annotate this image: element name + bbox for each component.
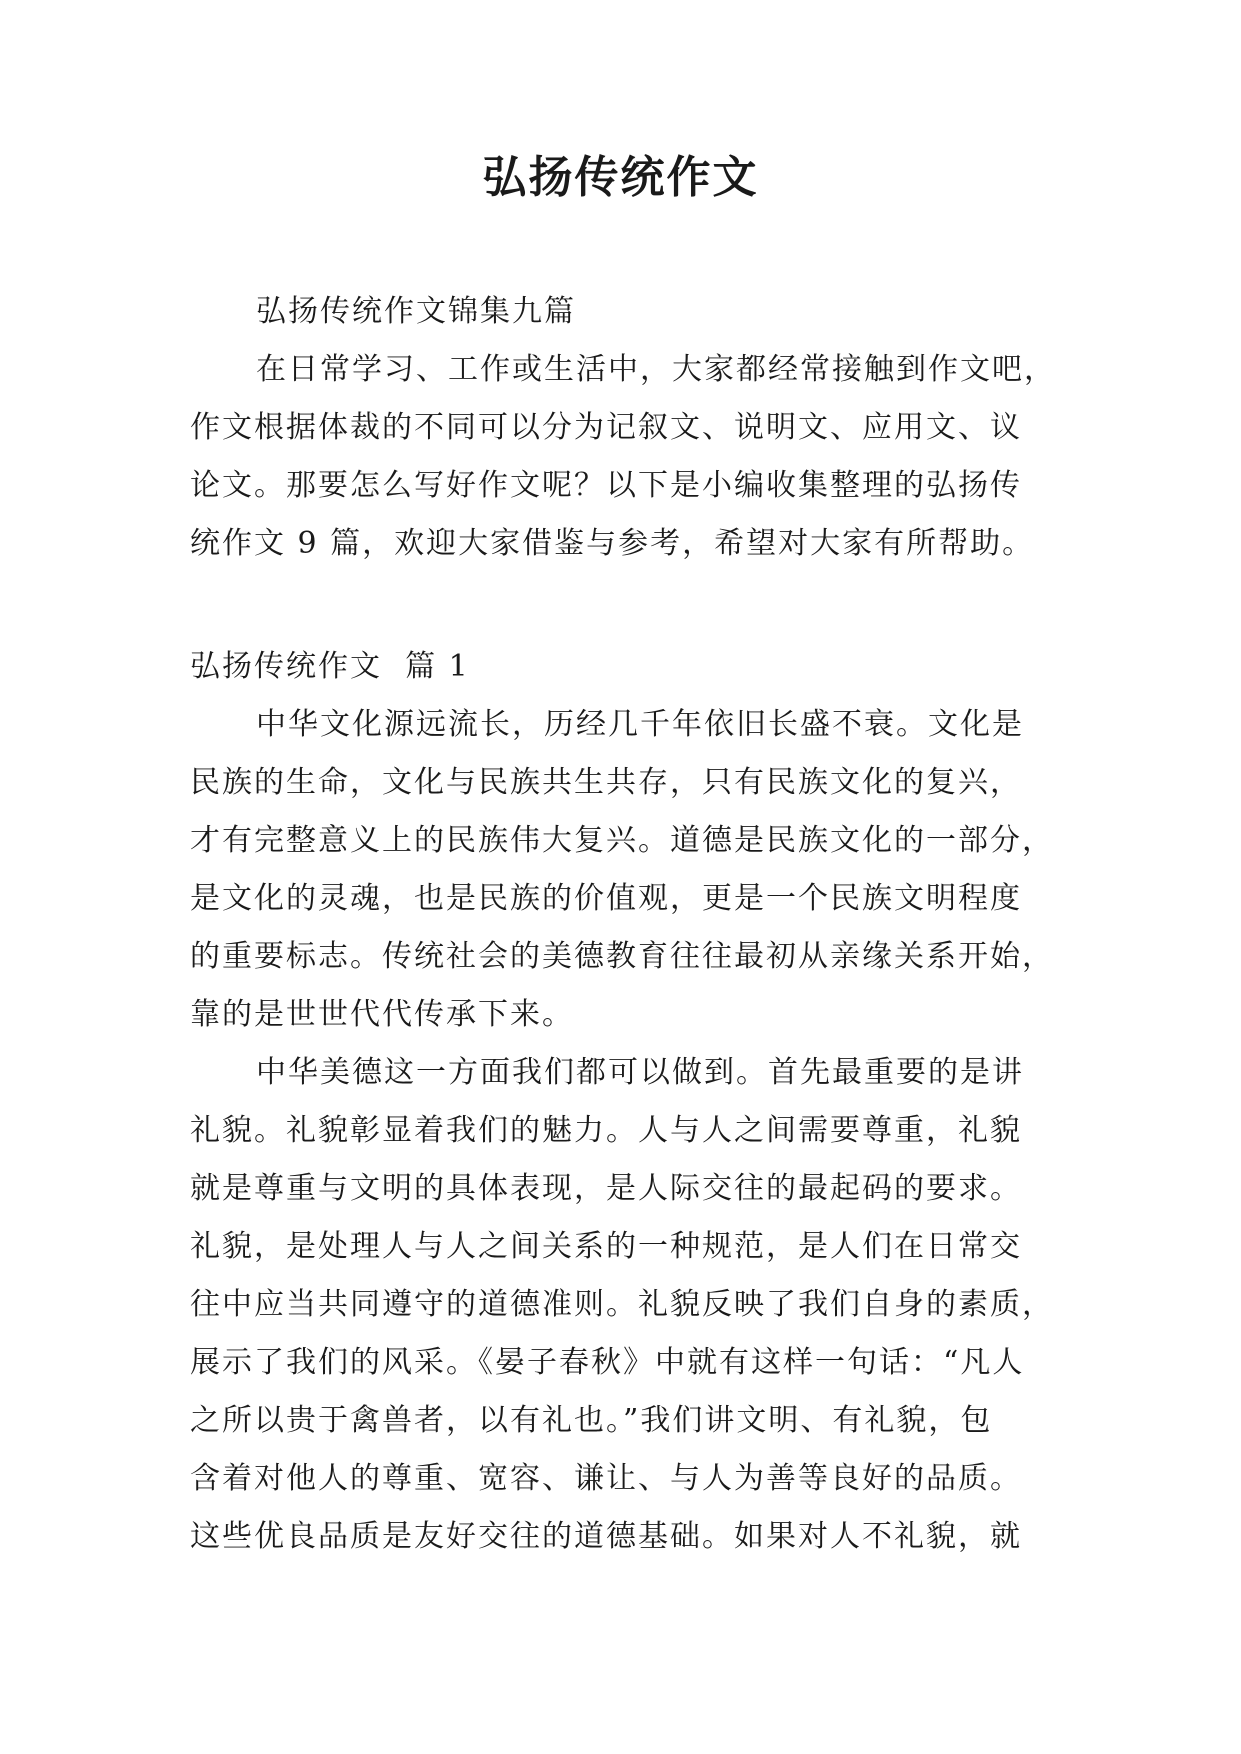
document-subtitle: 弘扬传统作文锦集九篇 [256,294,576,329]
paragraph-line: 这些优良品质是友好交往的道德基础。如果对人不礼貌，就 [190,1519,1022,1554]
intro-line: 在日常学习、工作或生活中，大家都经常接触到作文吧， [256,352,1056,387]
paragraph-line: 就是尊重与文明的具体表现，是人际交往的最起码的要求。 [190,1171,1022,1206]
paragraph-line: 才有完整意义上的民族伟大复兴。道德是民族文化的一部分， [190,823,1054,858]
intro-line: 作文根据体裁的不同可以分为记叙文、说明文、应用文、议 [190,410,1022,445]
paragraph-line: 含着对他人的尊重、宽容、谦让、与人为善等良好的品质。 [190,1461,1022,1496]
intro-line: 论文。那要怎么写好作文呢？以下是小编收集整理的弘扬传 [190,468,1022,503]
paragraph-line: 靠的是世世代代传承下来。 [190,997,574,1032]
intro-line: 统作文 9 篇，欢迎大家借鉴与参考，希望对大家有所帮助。 [190,526,1035,561]
paragraph-line: 中华文化源远流长，历经几千年依旧长盛不衰。文化是 [256,707,1024,742]
paragraph-line: 民族的生命，文化与民族共生共存，只有民族文化的复兴， [190,765,1022,800]
paragraph-line: 中华美德这一方面我们都可以做到。首先最重要的是讲 [256,1055,1024,1090]
paragraph-line: 礼貌。礼貌彰显着我们的魅力。人与人之间需要尊重，礼貌 [190,1113,1022,1148]
document-title: 弘扬传统作文 [482,152,759,203]
paragraph-line: 的重要标志。传统社会的美德教育往往最初从亲缘关系开始， [190,939,1054,974]
paragraph-line: 展示了我们的风采。《晏子春秋》中就有这样一句话：“凡人 [190,1345,1025,1380]
paragraph-line: 是文化的灵魂，也是民族的价值观，更是一个民族文明程度 [190,881,1022,916]
paragraph-line: 之所以贵于禽兽者，以有礼也。”我们讲文明、有礼貌，包 [190,1403,993,1438]
paragraph-line: 往中应当共同遵守的道德准则。礼貌反映了我们自身的素质， [190,1287,1054,1322]
section-heading: 弘扬传统作文 篇 1 [190,649,470,684]
paragraph-1 [190,696,1054,1044]
intro-paragraph [190,341,1056,573]
paragraph-2 [190,1044,1054,1566]
paragraph-line: 礼貌，是处理人与人之间关系的一种规范，是人们在日常交 [190,1229,1022,1264]
